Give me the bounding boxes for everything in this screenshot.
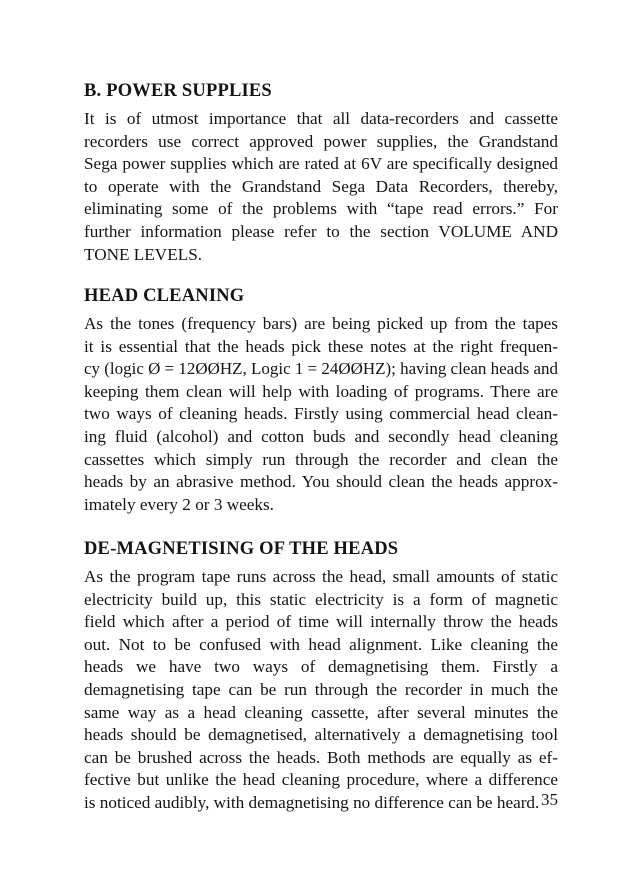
text-line: cassettes which simply run through the recorder and clean the	[84, 449, 558, 469]
page-number: 35	[541, 790, 558, 809]
text-line: cy (logic Ø = 12ØØHZ, Logic 1 = 24ØØHZ); having clean heads and	[84, 359, 558, 379]
section-head-cleaning	[84, 285, 558, 516]
text-line: out. Not to be confused with head alignment. Like cleaning the	[84, 634, 558, 654]
text-line: TONE LEVELS.	[84, 244, 203, 264]
text-line: recorders use correct approved power supplies, the Grandstand	[84, 131, 558, 151]
section-demagnetising	[84, 538, 558, 815]
text-line: same way as a head cleaning cassette, after several minutes the	[84, 702, 558, 722]
text-line: Sega power supplies which are rated at 6V are specifically designed	[84, 154, 558, 174]
text-line: further information please refer to the section VOLUME AND	[84, 221, 558, 241]
text-line: it is essential that the heads pick these notes at the right frequen-	[84, 336, 558, 356]
text-line: can be brushed across the heads. Both methods are equally as ef-	[84, 747, 558, 767]
heading-demagnetising: DE-MAGNETISING OF THE HEADS	[84, 539, 399, 559]
text-line: demagnetising tape can be run through the recorder in much the	[84, 679, 558, 699]
text-line: two ways of cleaning heads. Firstly using commercial head clean-	[84, 404, 558, 424]
text-line: ing fluid (alcohol) and cotton buds and secondly head cleaning	[84, 426, 558, 446]
paragraph-head-cleaning	[84, 313, 558, 516]
text-line: imately every 2 or 3 weeks.	[84, 494, 274, 514]
text-line: As the tones (frequency bars) are being picked up from the tapes	[84, 314, 558, 333]
text-line: heads we have two ways of demagnetising them. Firstly a	[84, 657, 558, 677]
text-line: fective but unlike the head cleaning procedure, where a difference	[84, 770, 558, 790]
heading-head-cleaning: HEAD CLEANING	[84, 286, 245, 306]
section-power-supplies	[84, 80, 558, 266]
text-line: field which after a period of time will internally throw the heads	[84, 612, 558, 632]
text-line: keeping them clean will help with loading of programs. There are	[84, 381, 558, 401]
text-line: is noticed audibly, with demagnetising no difference can be heard.	[84, 792, 540, 812]
text-line: It is of utmost importance that all data-recorders and cassette	[84, 109, 558, 128]
text-line: electricity build up, this static electricity is a form of magnetic	[84, 589, 558, 609]
heading-power-supplies: B. POWER SUPPLIES	[84, 81, 272, 101]
paragraph-demagnetising	[84, 566, 558, 815]
text-line: to operate with the Grandstand Sega Data Recorders, thereby,	[84, 176, 558, 196]
paragraph-power-supplies	[84, 108, 558, 266]
text-line: As the program tape runs across the head, small amounts of static	[84, 567, 558, 586]
text-line: eliminating some of the problems with “tape read errors.” For	[84, 199, 558, 219]
text-line: heads by an abrasive method. You should clean the heads approx-	[84, 472, 558, 492]
text-line: heads should be demagnetised, alternatively a demagnetising tool	[84, 725, 558, 745]
